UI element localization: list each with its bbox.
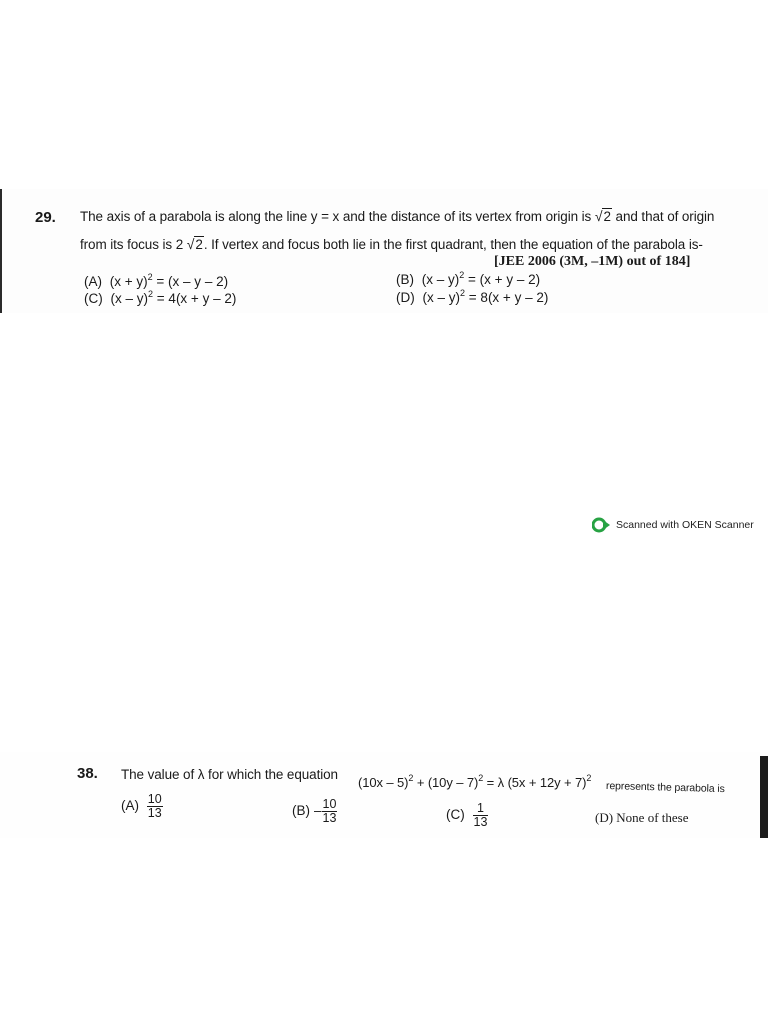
q38-option-c-label: (C) <box>446 807 465 823</box>
question-38-stem <box>121 767 338 782</box>
q38-eq-part-3: = λ (5x + 12y + 7) <box>483 775 587 790</box>
q29-option-b-exp: 2 <box>459 270 465 280</box>
q29-option-c[interactable] <box>84 291 236 306</box>
q38-option-c-fraction <box>473 802 489 829</box>
scanner-watermark <box>592 517 754 533</box>
q29-option-a-lhs: (x + y) <box>109 274 148 289</box>
q38-option-b-den: 13 <box>322 811 337 825</box>
q38-option-b[interactable] <box>292 798 337 825</box>
q38-option-a-fraction <box>147 793 163 820</box>
oken-scanner-logo-icon <box>592 517 612 533</box>
q29-option-d-label: (D) <box>396 290 415 305</box>
question-29-source: [JEE 2006 (3M, –1M) out of 184] <box>494 254 691 269</box>
q29-option-d-rhs: = 8(x + y – 2) <box>465 290 549 305</box>
q38-eq-exp-2: 2 <box>478 773 484 783</box>
q29-option-a-rhs: = (x – y – 2) <box>152 274 229 289</box>
q38-eq-exp-3: 2 <box>586 773 592 783</box>
question-38-equation <box>358 775 591 790</box>
question-29-line-2 <box>80 236 703 252</box>
q38-option-c[interactable] <box>446 802 488 829</box>
q38-option-c-den: 13 <box>473 815 488 829</box>
q29-option-d[interactable] <box>396 290 548 305</box>
q38-option-a-num: 10 <box>147 792 162 806</box>
q38-text: The value of λ for which the equation <box>121 767 338 782</box>
q38-eq-exp-1: 2 <box>408 773 414 783</box>
question-29-line-1 <box>80 208 714 224</box>
q29-option-a-exp: 2 <box>147 272 153 282</box>
q29-option-b-label: (B) <box>396 272 414 287</box>
q38-eq-part-1: (10x – 5) <box>358 775 409 790</box>
q29-line1-text: The axis of a parabola is along the line y = x and the distance of its vertex from origin is <box>80 209 592 224</box>
sqrt-2-symbol-2: √2 <box>186 236 203 252</box>
q38-option-b-num: 10 <box>322 797 337 811</box>
q29-option-c-exp: 2 <box>148 289 154 299</box>
q38-option-b-fraction <box>322 798 338 825</box>
q29-option-a[interactable] <box>84 274 228 289</box>
q29-option-c-rhs: = 4(x + y – 2) <box>153 291 237 306</box>
q29-option-b-rhs: = (x + y – 2) <box>464 272 541 287</box>
question-38-tail: represents the parabola is <box>605 780 725 796</box>
question-29-number: 29. <box>35 209 56 226</box>
page-edge-shadow <box>760 756 768 838</box>
q38-option-a[interactable] <box>121 793 163 820</box>
q38-option-d[interactable]: (D) None of these <box>595 810 689 825</box>
sqrt-2-radicand-2: 2 <box>195 237 203 252</box>
q29-option-d-lhs: (x – y) <box>422 290 461 305</box>
q38-option-a-den: 13 <box>147 806 162 820</box>
q29-line1-tail: and that of origin <box>615 209 715 224</box>
q38-option-c-num: 1 <box>476 801 484 815</box>
q38-eq-part-2: + (10y – 7) <box>413 775 479 790</box>
q29-option-d-exp: 2 <box>460 288 466 298</box>
scanner-watermark-text: Scanned with OKEN Scanner <box>616 519 754 531</box>
sqrt-2-radicand: 2 <box>603 209 611 224</box>
sqrt-2-symbol: √2 <box>594 208 611 224</box>
q29-option-b[interactable] <box>396 272 540 287</box>
q29-line2-tail: . If vertex and focus both lie in the first quadrant, then the equation of the parabola is- <box>203 237 703 252</box>
q38-option-b-sign: – <box>314 803 322 819</box>
q29-option-c-label: (C) <box>84 291 103 306</box>
q29-option-c-lhs: (x – y) <box>110 291 149 306</box>
q38-option-a-label: (A) <box>121 798 139 814</box>
q29-line2-text: from its focus is 2 <box>80 237 184 252</box>
question-38-number: 38. <box>77 765 98 782</box>
q38-option-b-label: (B) <box>292 803 310 819</box>
q29-option-b-lhs: (x – y) <box>421 272 460 287</box>
q29-option-a-label: (A) <box>84 274 102 289</box>
